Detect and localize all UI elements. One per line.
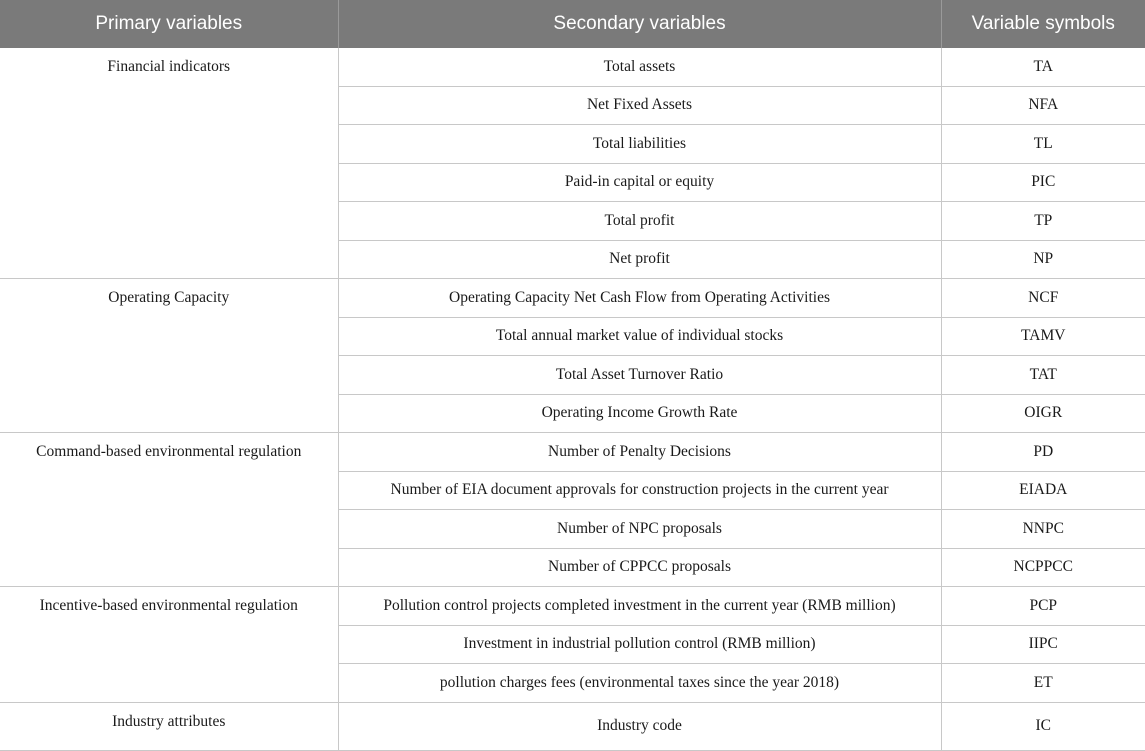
- primary-variable-cell: Operating Capacity: [0, 279, 338, 433]
- primary-variable-cell: Financial indicators: [0, 48, 338, 279]
- variable-symbol-cell: NCF: [941, 279, 1145, 318]
- secondary-variable-cell: Number of Penalty Decisions: [338, 433, 941, 472]
- secondary-variable-cell: Operating Income Growth Rate: [338, 394, 941, 433]
- variable-symbol-cell: PIC: [941, 163, 1145, 202]
- secondary-variable-cell: Number of NPC proposals: [338, 510, 941, 549]
- variable-symbol-cell: IIPC: [941, 625, 1145, 664]
- variable-symbol-cell: EIADA: [941, 471, 1145, 510]
- variable-symbol-cell: TP: [941, 202, 1145, 241]
- secondary-variable-cell: Total Asset Turnover Ratio: [338, 356, 941, 395]
- primary-variable-cell: Command-based environmental regulation: [0, 433, 338, 587]
- secondary-variable-cell: Number of EIA document approvals for construction projects in the current year: [338, 471, 941, 510]
- variable-symbol-cell: NCPPCC: [941, 548, 1145, 587]
- table-header: [0, 0, 1145, 48]
- secondary-variable-cell: Net Fixed Assets: [338, 86, 941, 125]
- variable-symbol-cell: TAMV: [941, 317, 1145, 356]
- variable-symbol-cell: PD: [941, 433, 1145, 472]
- table-row: [0, 587, 1145, 626]
- secondary-variable-cell: Paid-in capital or equity: [338, 163, 941, 202]
- variable-symbol-cell: PCP: [941, 587, 1145, 626]
- secondary-variable-cell: Operating Capacity Net Cash Flow from Operating Activities: [338, 279, 941, 318]
- secondary-variable-cell: Total profit: [338, 202, 941, 241]
- secondary-variable-cell: Total annual market value of individual stocks: [338, 317, 941, 356]
- secondary-variable-cell: Total liabilities: [338, 125, 941, 164]
- header-variable-symbols: Variable symbols: [941, 0, 1145, 48]
- variable-symbol-cell: IC: [941, 702, 1145, 751]
- variable-symbol-cell: TAT: [941, 356, 1145, 395]
- variable-symbol-cell: TL: [941, 125, 1145, 164]
- secondary-variable-cell: Pollution control projects completed investment in the current year (RMB million): [338, 587, 941, 626]
- table-body: [0, 48, 1145, 751]
- header-row: [0, 0, 1145, 48]
- primary-variable-cell: Incentive-based environmental regulation: [0, 587, 338, 703]
- secondary-variable-cell: Industry code: [338, 702, 941, 751]
- variable-symbol-cell: OIGR: [941, 394, 1145, 433]
- secondary-variable-cell: Investment in industrial pollution control (RMB million): [338, 625, 941, 664]
- variable-symbol-cell: NP: [941, 240, 1145, 279]
- primary-variable-cell: Industry attributes: [0, 702, 338, 751]
- table-row: [0, 702, 1145, 751]
- variable-symbol-cell: TA: [941, 48, 1145, 86]
- table-row: [0, 48, 1145, 86]
- secondary-variable-cell: Total assets: [338, 48, 941, 86]
- variable-symbol-cell: ET: [941, 664, 1145, 703]
- variable-symbol-cell: NNPC: [941, 510, 1145, 549]
- secondary-variable-cell: Net profit: [338, 240, 941, 279]
- header-secondary-variables: Secondary variables: [338, 0, 941, 48]
- secondary-variable-cell: pollution charges fees (environmental taxes since the year 2018): [338, 664, 941, 703]
- variable-symbol-cell: NFA: [941, 86, 1145, 125]
- table-row: [0, 433, 1145, 472]
- secondary-variable-cell: Number of CPPCC proposals: [338, 548, 941, 587]
- header-primary-variables: Primary variables: [0, 0, 338, 48]
- table-row: [0, 279, 1145, 318]
